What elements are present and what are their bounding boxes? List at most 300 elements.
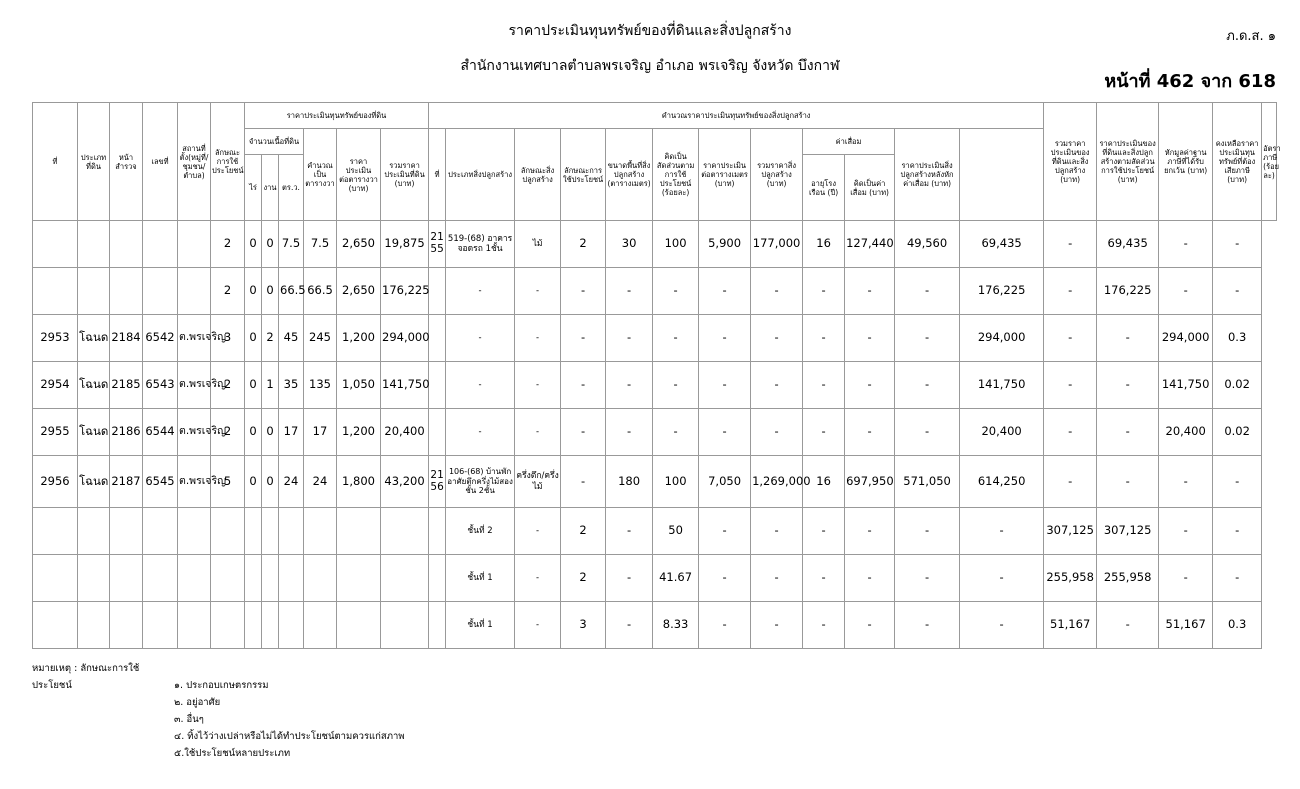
header-exemption: หักมูลค่าฐานภาษีที่ได้รับยกเว้น (บาท) — [1159, 103, 1213, 221]
cell-building-type: - — [446, 409, 515, 456]
cell-location: ต.พรเจริญ — [178, 362, 211, 409]
cell-depreciation: 127,440 — [845, 221, 895, 268]
cell-location: ต.พรเจริญ — [178, 315, 211, 362]
cell-tax-rate: - — [1213, 555, 1262, 602]
cell-price-per-wah: 1,050 — [337, 362, 381, 409]
header-building-percent: คิดเป็นสัดส่วนตามการใช้ประโยชน์ (ร้อยละ) — [653, 129, 699, 221]
cell-age: - — [803, 409, 845, 456]
cell-building-usage: - — [561, 456, 606, 508]
cell-survey-page — [110, 555, 143, 602]
cell-taxable: - — [1159, 555, 1213, 602]
cell-building-size: - — [606, 555, 653, 602]
cell-age: - — [803, 602, 845, 649]
header-doc-no: เลขที่ — [143, 103, 178, 221]
cell-tax-rate: 0.3 — [1213, 315, 1262, 362]
cell-building-kind: ครึ่งตึก/ครึ่งไม้ — [515, 456, 561, 508]
cell-building-kind: - — [515, 362, 561, 409]
cell-location — [178, 268, 211, 315]
cell-building-no — [429, 362, 446, 409]
cell-price-per-wah: 1,200 — [337, 315, 381, 362]
header-building-size: ขนาดพื้นที่สิ่งปลูกสร้าง (ตารางเมตร) — [606, 129, 653, 221]
cell-building-price-sqm: - — [699, 602, 751, 649]
cell-usage: 2 — [211, 362, 245, 409]
assessment-table — [32, 102, 1281, 649]
cell-taxable: - — [1159, 268, 1213, 315]
cell-building-percent: 100 — [653, 456, 699, 508]
cell-building-percent: 41.67 — [653, 555, 699, 602]
header-by-usage: ราคาประเมินของที่ดินและสิ่งปลูกสร้างตามสัดส่วนการใช้ประโยชน์ (บาท) — [1097, 103, 1159, 221]
cell-total-wah: 17 — [304, 409, 337, 456]
table-row — [33, 362, 1277, 409]
cell-no — [33, 508, 78, 555]
cell-age: 16 — [803, 456, 845, 508]
cell-building-size: - — [606, 315, 653, 362]
cell-building-usage: - — [561, 362, 606, 409]
cell-by-usage: 255,958 — [1044, 555, 1097, 602]
cell-tax-rate: - — [1213, 221, 1262, 268]
cell-wah: 24 — [279, 456, 304, 508]
cell-price-per-wah — [337, 602, 381, 649]
cell-building-price-sqm: - — [699, 362, 751, 409]
cell-exemption: - — [1097, 602, 1159, 649]
cell-land-total: 294,000 — [381, 315, 429, 362]
header-group-area: จำนวนเนื้อที่ดิน — [245, 129, 304, 155]
cell-building-type: ชั้นที่ 1 — [446, 555, 515, 602]
header-tax-rate: อัตราภาษี (ร้อยละ) — [1262, 103, 1277, 221]
cell-land-type — [78, 555, 110, 602]
cell-rai: 0 — [245, 409, 262, 456]
page-subtitle: สำนักงานเทศบาลตำบลพรเจริญ อำเภอ พรเจริญ จังหวัด บึงกาฬ — [460, 58, 840, 74]
cell-building-total: 177,000 — [751, 221, 803, 268]
cell-building-total: - — [751, 602, 803, 649]
cell-depreciation: - — [845, 409, 895, 456]
cell-ngan: 0 — [262, 456, 279, 508]
note-item: ๒. อยู่อาศัย — [174, 697, 221, 708]
note-item: ๔. ทิ้งไว้ว่างเปล่าหรือไม่ได้ทำประโยชน์ตามควรแก่สภาพ — [174, 731, 405, 742]
cell-land-type: โฉนด — [78, 409, 110, 456]
cell-building-usage: - — [561, 268, 606, 315]
cell-building-total: - — [751, 409, 803, 456]
cell-building-price-sqm: 5,900 — [699, 221, 751, 268]
cell-building-type: ชั้นที่ 1 — [446, 602, 515, 649]
page-number: หน้าที่ 462 จาก 618 — [1104, 71, 1276, 92]
cell-depreciation: - — [845, 602, 895, 649]
cell-depreciation: - — [845, 508, 895, 555]
cell-building-no: 21 56 — [429, 456, 446, 508]
cell-total-wah — [304, 555, 337, 602]
cell-usage: 3 — [211, 315, 245, 362]
cell-building-no — [429, 555, 446, 602]
header-group-building: คำนวณราคาประเมินทุนทรัพย์ของสิ่งปลูกสร้าง — [429, 103, 1044, 129]
cell-grand-total: 141,750 — [960, 362, 1044, 409]
cell-building-type: - — [446, 362, 515, 409]
cell-building-type: ชั้นที่ 2 — [446, 508, 515, 555]
note-item: ๓. อื่นๆ — [174, 714, 204, 725]
header-group-land: ราคาประเมินทุนทรัพย์ของที่ดิน — [245, 103, 429, 129]
cell-building-total: - — [751, 268, 803, 315]
cell-location — [178, 602, 211, 649]
note-line — [32, 660, 405, 694]
header-building-usage: ลักษณะการใช้ประโยชน์ — [561, 129, 606, 221]
cell-building-no — [429, 508, 446, 555]
cell-building-price-sqm: - — [699, 268, 751, 315]
cell-after-depreciation: - — [895, 409, 960, 456]
cell-after-depreciation: - — [895, 555, 960, 602]
header-location: สถานที่ตั้ง(หมู่ที่/ชุมชน/ตำบล) — [178, 103, 211, 221]
cell-total-wah — [304, 508, 337, 555]
cell-location: ต.พรเจริญ — [178, 409, 211, 456]
table-row — [33, 602, 1277, 649]
cell-land-type: โฉนด — [78, 362, 110, 409]
cell-doc-no — [143, 268, 178, 315]
cell-building-price-sqm: - — [699, 409, 751, 456]
cell-building-size: - — [606, 602, 653, 649]
cell-land-total: 43,200 — [381, 456, 429, 508]
table-row — [33, 456, 1277, 508]
cell-building-price-sqm: 7,050 — [699, 456, 751, 508]
cell-doc-no: 6545 — [143, 456, 178, 508]
cell-exemption: - — [1097, 362, 1159, 409]
cell-exemption: 255,958 — [1097, 555, 1159, 602]
cell-building-no — [429, 602, 446, 649]
cell-land-total: 19,875 — [381, 221, 429, 268]
header-building-kind: ลักษณะสิ่งปลูกสร้าง — [515, 129, 561, 221]
cell-exemption: 307,125 — [1097, 508, 1159, 555]
cell-no: 2953 — [33, 315, 78, 362]
cell-building-total: - — [751, 315, 803, 362]
cell-building-price-sqm: - — [699, 315, 751, 362]
cell-building-percent: - — [653, 362, 699, 409]
cell-building-percent: - — [653, 268, 699, 315]
cell-building-no — [429, 409, 446, 456]
cell-no: 2954 — [33, 362, 78, 409]
cell-wah: 35 — [279, 362, 304, 409]
cell-taxable: 20,400 — [1159, 409, 1213, 456]
header-building-no: ที่ — [429, 129, 446, 221]
cell-doc-no — [143, 221, 178, 268]
cell-building-usage: - — [561, 409, 606, 456]
cell-total-wah: 7.5 — [304, 221, 337, 268]
cell-building-kind: - — [515, 268, 561, 315]
cell-ngan: 1 — [262, 362, 279, 409]
cell-taxable: - — [1159, 221, 1213, 268]
header-depreciation-amount: คิดเป็นค่าเสื่อม (บาท) — [845, 155, 895, 221]
cell-building-percent: 100 — [653, 221, 699, 268]
cell-exemption: 69,435 — [1097, 221, 1159, 268]
cell-tax-rate: - — [1213, 268, 1262, 315]
cell-price-per-wah — [337, 555, 381, 602]
cell-building-type: 106-(68) บ้านพักอาศัยตึกครึ่งไม้สองชั้น 2ชั้น — [446, 456, 515, 508]
cell-land-total — [381, 602, 429, 649]
cell-building-usage: 2 — [561, 221, 606, 268]
cell-land-type — [78, 508, 110, 555]
cell-rai: 0 — [245, 315, 262, 362]
cell-by-usage: 51,167 — [1044, 602, 1097, 649]
cell-survey-page — [110, 221, 143, 268]
cell-building-percent: - — [653, 409, 699, 456]
cell-after-depreciation: - — [895, 268, 960, 315]
cell-building-no: 21 55 — [429, 221, 446, 268]
cell-after-depreciation: - — [895, 315, 960, 362]
cell-building-total: - — [751, 508, 803, 555]
cell-building-no — [429, 268, 446, 315]
cell-land-type — [78, 268, 110, 315]
header-ngan: งาน — [262, 155, 279, 221]
cell-location — [178, 221, 211, 268]
header-wah: ตร.ว. — [279, 155, 304, 221]
header-survey-page: หน้าสำรวจ — [110, 103, 143, 221]
cell-rai: 0 — [245, 268, 262, 315]
cell-age: - — [803, 268, 845, 315]
cell-total-wah: 245 — [304, 315, 337, 362]
cell-taxable: 51,167 — [1159, 602, 1213, 649]
cell-tax-rate: 0.3 — [1213, 602, 1262, 649]
cell-wah — [279, 508, 304, 555]
cell-building-type: - — [446, 315, 515, 362]
cell-building-usage: - — [561, 315, 606, 362]
cell-building-size: - — [606, 362, 653, 409]
cell-grand-total: 294,000 — [960, 315, 1044, 362]
cell-wah: 45 — [279, 315, 304, 362]
cell-survey-page — [110, 602, 143, 649]
cell-by-usage: - — [1044, 268, 1097, 315]
cell-tax-rate: - — [1213, 508, 1262, 555]
cell-ngan — [262, 555, 279, 602]
cell-exemption: 176,225 — [1097, 268, 1159, 315]
cell-building-no — [429, 315, 446, 362]
cell-exemption: - — [1097, 456, 1159, 508]
cell-doc-no — [143, 602, 178, 649]
header-group-depreciation: ค่าเสื่อม — [803, 129, 895, 155]
cell-by-usage: 307,125 — [1044, 508, 1097, 555]
cell-grand-total: 614,250 — [960, 456, 1044, 508]
page-title: ราคาประเมินทุนทรัพย์ของที่ดินและสิ่งปลูกสร้าง — [508, 23, 792, 39]
cell-location: ต.พรเจริญ — [178, 456, 211, 508]
cell-survey-page: 2185 — [110, 362, 143, 409]
cell-usage: 5 — [211, 456, 245, 508]
cell-building-kind: - — [515, 602, 561, 649]
table-row — [33, 221, 1277, 268]
header-no: ที่ — [33, 103, 78, 221]
cell-survey-page — [110, 508, 143, 555]
cell-building-kind: - — [515, 409, 561, 456]
cell-building-usage: 2 — [561, 508, 606, 555]
cell-building-price-sqm: - — [699, 508, 751, 555]
cell-by-usage: - — [1044, 221, 1097, 268]
table-row — [33, 409, 1277, 456]
cell-after-depreciation: - — [895, 362, 960, 409]
header-rai: ไร่ — [245, 155, 262, 221]
cell-depreciation: - — [845, 362, 895, 409]
cell-no — [33, 555, 78, 602]
cell-grand-total: 69,435 — [960, 221, 1044, 268]
cell-no — [33, 221, 78, 268]
table-row — [33, 555, 1277, 602]
cell-tax-rate: - — [1213, 456, 1262, 508]
cell-wah: 17 — [279, 409, 304, 456]
cell-depreciation: 697,950 — [845, 456, 895, 508]
cell-total-wah: 66.5 — [304, 268, 337, 315]
cell-land-total: 176,225 — [381, 268, 429, 315]
cell-no: 2955 — [33, 409, 78, 456]
cell-building-size: - — [606, 268, 653, 315]
cell-price-per-wah: 1,800 — [337, 456, 381, 508]
cell-ngan: 0 — [262, 268, 279, 315]
cell-price-per-wah: 2,650 — [337, 268, 381, 315]
cell-price-per-wah — [337, 508, 381, 555]
cell-land-total — [381, 508, 429, 555]
cell-wah: 7.5 — [279, 221, 304, 268]
cell-doc-no — [143, 508, 178, 555]
cell-ngan: 0 — [262, 221, 279, 268]
cell-grand-total: 176,225 — [960, 268, 1044, 315]
cell-building-total: - — [751, 362, 803, 409]
cell-building-size: 180 — [606, 456, 653, 508]
cell-after-depreciation: - — [895, 602, 960, 649]
cell-rai: 0 — [245, 456, 262, 508]
cell-land-type — [78, 221, 110, 268]
cell-building-usage: 3 — [561, 602, 606, 649]
cell-building-kind: - — [515, 315, 561, 362]
cell-total-wah: 135 — [304, 362, 337, 409]
cell-location — [178, 508, 211, 555]
cell-age: - — [803, 508, 845, 555]
cell-after-depreciation: 49,560 — [895, 221, 960, 268]
cell-survey-page — [110, 268, 143, 315]
cell-tax-rate: 0.02 — [1213, 362, 1262, 409]
header-age: อายุโรงเรือน (ปี) — [803, 155, 845, 221]
cell-building-kind: ไม้ — [515, 221, 561, 268]
cell-location — [178, 555, 211, 602]
cell-ngan: 0 — [262, 409, 279, 456]
header-land-total: รวมราคาประเมินที่ดิน (บาท) — [381, 129, 429, 221]
cell-usage: 2 — [211, 221, 245, 268]
cell-building-size: - — [606, 508, 653, 555]
cell-usage — [211, 555, 245, 602]
cell-by-usage: - — [1044, 456, 1097, 508]
cell-taxable: 294,000 — [1159, 315, 1213, 362]
cell-no: 2956 — [33, 456, 78, 508]
header-land-type: ประเภทที่ดิน — [78, 103, 110, 221]
cell-total-wah: 24 — [304, 456, 337, 508]
header-taxable: คงเหลือราคาประเมินทุนทรัพย์ที่ต้องเสียภาษี (บาท) — [1213, 103, 1262, 221]
note-item: ๑. ประกอบเกษตรกรรม — [174, 680, 269, 691]
cell-wah — [279, 602, 304, 649]
notes-section — [32, 660, 405, 762]
cell-taxable: 141,750 — [1159, 362, 1213, 409]
cell-price-per-wah: 2,650 — [337, 221, 381, 268]
header-building-type: ประเภทสิ่งปลูกสร้าง — [446, 129, 515, 221]
cell-by-usage: - — [1044, 315, 1097, 362]
cell-usage — [211, 602, 245, 649]
cell-building-type: 519-(68) อาคารจอดรถ 1ชั้น — [446, 221, 515, 268]
note-item: ๕.ใช้ประโยชน์หลายประเภท — [174, 748, 291, 759]
header-building-total: รวมราคาสิ่งปลูกสร้าง (บาท) — [751, 129, 803, 221]
cell-rai: 0 — [245, 221, 262, 268]
cell-rai — [245, 508, 262, 555]
cell-price-per-wah: 1,200 — [337, 409, 381, 456]
cell-rai — [245, 555, 262, 602]
cell-ngan: 2 — [262, 315, 279, 362]
cell-age: 16 — [803, 221, 845, 268]
header-building-price-sqm: ราคาประเมินต่อตารางเมตร (บาท) — [699, 129, 751, 221]
cell-building-usage: 2 — [561, 555, 606, 602]
cell-total-wah — [304, 602, 337, 649]
cell-building-kind: - — [515, 555, 561, 602]
cell-survey-page: 2187 — [110, 456, 143, 508]
header-usage: ลักษณะการใช้ประโยชน์ — [211, 103, 245, 221]
cell-land-type: โฉนด — [78, 315, 110, 362]
cell-building-type: - — [446, 268, 515, 315]
cell-usage — [211, 508, 245, 555]
cell-land-total — [381, 555, 429, 602]
cell-land-type — [78, 602, 110, 649]
cell-building-price-sqm: - — [699, 555, 751, 602]
cell-land-type: โฉนด — [78, 456, 110, 508]
form-code: ภ.ด.ส. ๑ — [1226, 29, 1276, 44]
cell-usage: 2 — [211, 268, 245, 315]
cell-exemption: - — [1097, 409, 1159, 456]
cell-taxable: - — [1159, 456, 1213, 508]
cell-tax-rate: 0.02 — [1213, 409, 1262, 456]
cell-by-usage: - — [1044, 409, 1097, 456]
cell-age: - — [803, 555, 845, 602]
cell-age: - — [803, 362, 845, 409]
cell-taxable: - — [1159, 508, 1213, 555]
cell-grand-total: - — [960, 555, 1044, 602]
cell-doc-no: 6543 — [143, 362, 178, 409]
cell-building-percent: - — [653, 315, 699, 362]
cell-land-total: 20,400 — [381, 409, 429, 456]
cell-after-depreciation: 571,050 — [895, 456, 960, 508]
cell-building-size: 30 — [606, 221, 653, 268]
cell-depreciation: - — [845, 268, 895, 315]
header-after-depreciation: ราคาประเมินสิ่งปลูกสร้างหลังหักค่าเสื่อม (บาท) — [895, 129, 960, 221]
cell-doc-no: 6544 — [143, 409, 178, 456]
cell-wah: 66.5 — [279, 268, 304, 315]
table-row — [33, 268, 1277, 315]
cell-building-kind: - — [515, 508, 561, 555]
cell-doc-no: 6542 — [143, 315, 178, 362]
cell-rai: 0 — [245, 362, 262, 409]
cell-usage: 2 — [211, 409, 245, 456]
cell-rai — [245, 602, 262, 649]
cell-building-total: - — [751, 555, 803, 602]
cell-exemption: - — [1097, 315, 1159, 362]
cell-land-total: 141,750 — [381, 362, 429, 409]
cell-no — [33, 268, 78, 315]
cell-no — [33, 602, 78, 649]
cell-grand-total: - — [960, 602, 1044, 649]
cell-ngan — [262, 602, 279, 649]
table-row — [33, 315, 1277, 362]
cell-grand-total: - — [960, 508, 1044, 555]
cell-by-usage: - — [1044, 362, 1097, 409]
cell-building-total: 1,269,000 — [751, 456, 803, 508]
header-total-wah: คำนวณเป็นตารางวา — [304, 129, 337, 221]
cell-after-depreciation: - — [895, 508, 960, 555]
notes-label: หมายเหตุ : ลักษณะการใช้ประโยชน์ — [32, 663, 140, 691]
cell-doc-no — [143, 555, 178, 602]
cell-survey-page: 2186 — [110, 409, 143, 456]
header-grand-total: รวมราคาประเมินของที่ดินและสิ่งปลูกสร้าง (บาท) — [1044, 103, 1097, 221]
cell-ngan — [262, 508, 279, 555]
header-price-per-wah: ราคาประเมินต่อตารางวา (บาท) — [337, 129, 381, 221]
table-row — [33, 508, 1277, 555]
cell-depreciation: - — [845, 555, 895, 602]
cell-age: - — [803, 315, 845, 362]
cell-depreciation: - — [845, 315, 895, 362]
